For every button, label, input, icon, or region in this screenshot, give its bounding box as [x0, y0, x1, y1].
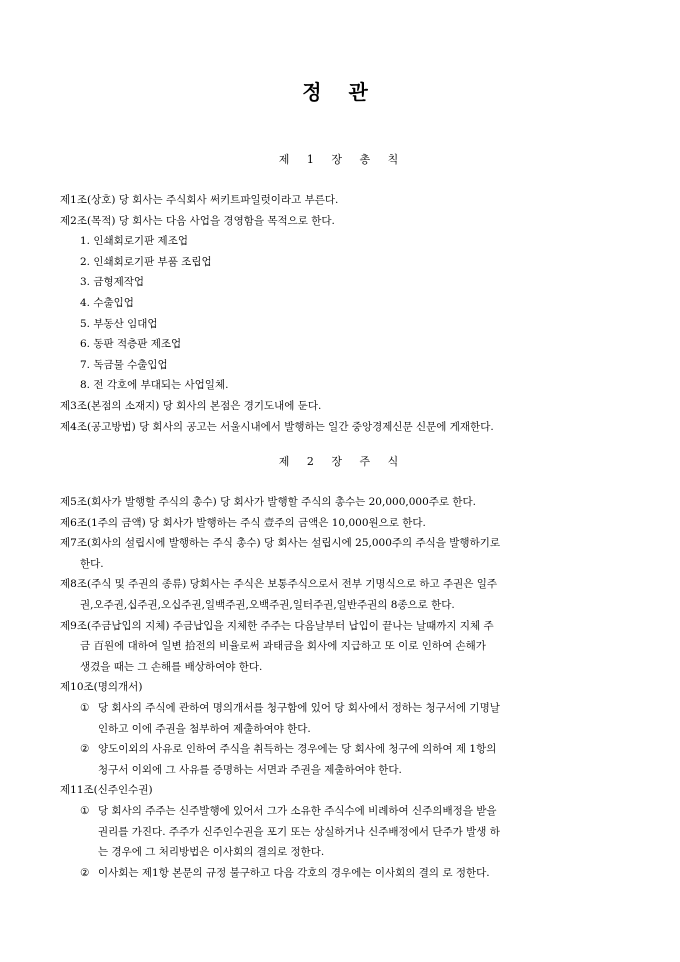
- article-10-heading: 제10조(명의개서): [60, 681, 143, 694]
- article-6: 제6조(1주의 금액) 당 회사가 발행하는 주식 壹주의 금액은 10,000원으로 한다.: [60, 516, 426, 529]
- article-2-item: 8. 전 각호에 부대되는 사업일체.: [80, 379, 229, 392]
- article-2-item: 5. 부동산 임대업: [80, 317, 158, 330]
- article-10-paragraph-1: [60, 698, 630, 719]
- article-10-paragraph-2-cont: 청구서 이외에 그 사유를 증명하는 서면과 주권을 제출하여야 한다.: [98, 763, 402, 776]
- paragraph-number: ①: [80, 701, 90, 714]
- article-2-item: 6. 동판 적층판 제조업: [80, 338, 182, 351]
- article-7: 제7조(회사의 설립시에 발행하는 주식 총수) 당 회사는 설립시에 25,000주의 주식을 발행하기로: [60, 537, 500, 550]
- article-11-paragraph-2: [60, 863, 630, 884]
- article-2-item: 7. 독금물 수출입업: [80, 358, 168, 371]
- article-2-item: 4. 수출입업: [80, 296, 134, 309]
- chapter-2-body: [60, 492, 630, 883]
- article-8-cont: 권,오주권,십주권,오십주권,일백주권,오백주권,일터주권,일반주권의 8종으로 한다.: [80, 598, 455, 611]
- chapter-1-body: [60, 190, 630, 437]
- article-10-paragraph-2: [60, 739, 630, 760]
- article-9: 제9조(주금납입의 지체) 주금납입을 지체한 주주는 다음날부터 납입이 끝나는 날때까지 지체 주: [60, 619, 494, 632]
- article-2-item: 3. 금형제작업: [80, 276, 145, 289]
- paragraph-number: ②: [80, 743, 90, 756]
- document-title: 정 관: [302, 80, 378, 104]
- paragraph-number: ②: [80, 866, 90, 879]
- article-11-heading: 제11조(신주인수권): [60, 784, 153, 797]
- article-4: 제4조(공고방법) 당 회사의 공고는 서울시내에서 발행하는 일간 중앙경제신문 신문에 게재한다.: [60, 420, 494, 433]
- paragraph-number: ①: [80, 804, 90, 817]
- article-2: 제2조(목적) 당 회사는 다음 사업을 경영함을 목적으로 한다.: [60, 214, 335, 227]
- paragraph-text: 당 회사의 주식에 관하여 명의개서를 청구함에 있어 당 회사에서 정하는 청구서에 기명날: [98, 701, 500, 714]
- paragraph-text: 양도이외의 사유로 인하여 주식을 취득하는 경우에는 당 회사에 청구에 의하여 제 1항의: [98, 743, 497, 756]
- article-1: 제1조(상호) 당 회사는 주식회사 써키트파일럿이라고 부른다.: [60, 194, 339, 206]
- paragraph-text: 당 회사의 주주는 신주발행에 있어서 그가 소유한 주식수에 비례하여 신주의배정을 받을: [98, 804, 497, 817]
- chapter-2-heading: 제 2 장 주 식: [278, 455, 402, 468]
- article-11-paragraph-1: [60, 801, 630, 822]
- article-10-paragraph-1-cont: 인하고 이에 주권을 첨부하여 제출하여야 한다.: [98, 722, 311, 735]
- article-3: 제3조(본점의 소재지) 당 회사의 본점은 경기도내에 둔다.: [60, 399, 322, 412]
- article-2-item: 2. 인쇄회로기판 부품 조립업: [80, 255, 212, 268]
- article-5: 제5조(회사가 발행할 주식의 총수) 당 회사가 발행할 주식의 총수는 20,000,000주로 한다.: [60, 496, 476, 508]
- article-2-item: 1. 인쇄회로기판 제조업: [80, 235, 188, 248]
- article-8: 제8조(주식 및 주권의 종류) 당회사는 주식은 보통주식으로서 전부 기명식으로 하고 주권은 일주: [60, 578, 498, 591]
- article-9-cont: 금 百원에 대하여 일변 拾전의 비율로써 과태금을 회사에 지급하고 또 이로 인하여 손해가: [80, 640, 486, 653]
- chapter-1-heading: 제 1 장 총 칙: [278, 153, 402, 166]
- article-9-cont: 생겼을 때는 그 손해를 배상하여야 한다.: [80, 660, 263, 673]
- article-11-paragraph-1-cont: 는 경우에 그 처리방법은 이사회의 결의로 정한다.: [98, 846, 325, 859]
- paragraph-text: 이사회는 제1항 본문의 규정 불구하고 다음 각호의 경우에는 이사회의 결의 로 정한다.: [98, 866, 490, 879]
- article-7-cont: 한다.: [80, 557, 104, 570]
- article-11-paragraph-1-cont: 권리를 가진다. 주주가 신주인수권을 포기 또는 상실하거나 신주배정에서 단주가 발생 하: [98, 825, 500, 838]
